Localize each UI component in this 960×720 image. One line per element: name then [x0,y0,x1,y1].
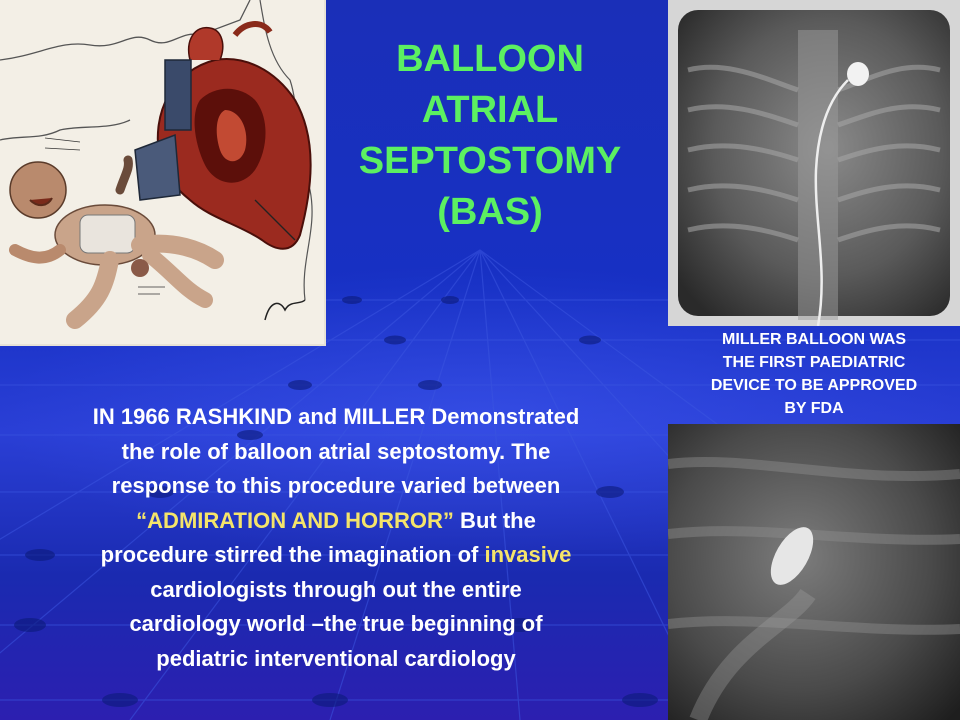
highlight-invasive: invasive [484,542,572,567]
body-line [6,538,666,573]
xray-caption [668,328,960,422]
body-paragraph [6,400,666,676]
body-line: cardiology world –the true beginning of [129,611,543,636]
infant-heart-illustration [0,0,326,346]
body-line-segment: procedure stirred the imagination of [100,542,485,567]
caption-line: DEVICE TO BE APPROVED [710,377,918,394]
xray-closeup-inflated-balloon [668,424,960,720]
body-line: response to this procedure varied between [111,473,561,498]
body-line: cardiologists through out the entire [150,576,522,602]
body-line [6,504,666,539]
slide-title [330,34,650,238]
title-line: SEPTOSTOMY [358,140,622,182]
title-line: (BAS) [437,191,543,233]
caption-line: THE FIRST PAEDIATRIC [722,354,906,371]
body-line: IN 1966 RASHKIND and MILLER Demonstrated [92,404,580,429]
body-line-segment: But the [453,507,536,533]
caption-line: MILLER BALLOON WAS [722,331,906,348]
chest-xray-balloon-catheter [668,0,960,326]
body-line: pediatric interventional cardiology [156,645,516,671]
caption-line: BY FDA [784,400,844,417]
body-line: the role of balloon atrial septostomy. The [121,438,551,464]
title-line: ATRIAL [421,89,559,131]
title-line: BALLOON [396,38,584,80]
highlight-admiration-horror: “ADMIRATION AND HORROR” [136,507,454,533]
